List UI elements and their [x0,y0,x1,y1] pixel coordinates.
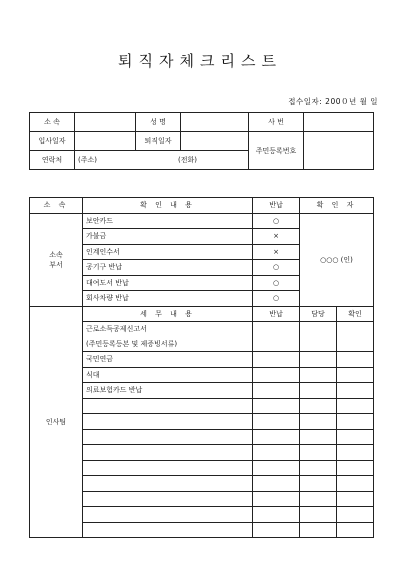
header-confirmer: 확 인 자 [300,198,374,214]
hr-empty-cell[interactable] [83,460,253,476]
dept-item-label: 인계인수서 [83,244,253,260]
hr-empty-cell[interactable] [300,476,337,492]
name-label: 성 명 [136,113,181,132]
hire-date-label: 입사일자 [30,132,75,151]
hr-empty-cell[interactable] [253,460,300,476]
contact-field[interactable] [75,151,249,170]
dept-label: 소속 부서 [30,213,83,306]
hr-empty-cell[interactable] [337,507,374,523]
dept-item-mark[interactable]: × [253,244,300,260]
hr-empty-cell[interactable] [337,522,374,538]
hr-item-confirm[interactable] [337,322,374,352]
document-title: 퇴직자체크리스트 [118,52,282,70]
dept-item-label: 회사차량 반납 [83,291,253,307]
hr-empty-cell[interactable] [337,491,374,507]
hr-item-confirm[interactable] [337,383,374,399]
dept-item-label: 공기구 반납 [83,260,253,276]
hr-empty-cell[interactable] [337,414,374,430]
checklist-table [29,197,374,538]
hr-header-confirm: 확인 [337,306,374,322]
hr-empty-cell[interactable] [253,491,300,507]
confirmer-value: ○○○ (인) [300,213,374,306]
dept-item-mark[interactable]: ○ [253,291,300,307]
hr-empty-cell[interactable] [83,522,253,538]
hr-empty-cell[interactable] [300,429,337,445]
hr-empty-cell[interactable] [253,507,300,523]
hr-item-returned[interactable] [253,383,300,399]
hr-empty-cell[interactable] [337,398,374,414]
hr-empty-cell[interactable] [300,522,337,538]
hr-empty-cell[interactable] [83,398,253,414]
hr-empty-cell[interactable] [83,414,253,430]
hr-item-label: 국민연금 [83,352,253,368]
employee-no-label: 사 번 [249,113,304,132]
dept-item-mark[interactable]: ○ [253,275,300,291]
address-label: (주소) [78,156,97,164]
hr-empty-cell[interactable] [253,476,300,492]
dept-item-label: 대여도서 반납 [83,275,253,291]
hr-item-manager[interactable] [300,322,337,352]
name-field[interactable] [181,113,249,132]
dept-item-mark[interactable]: ○ [253,260,300,276]
hr-empty-cell[interactable] [83,491,253,507]
hr-empty-cell[interactable] [300,491,337,507]
hr-empty-cell[interactable] [253,522,300,538]
hr-empty-cell[interactable] [300,507,337,523]
affiliation-label: 소 속 [30,113,75,132]
hr-item-label: 식대 [83,367,253,383]
hr-empty-cell[interactable] [253,398,300,414]
resident-no-field[interactable] [304,132,374,170]
received-date: 접수일자: 200０년 월 일 [288,97,378,106]
hr-label: 인사팀 [30,306,83,538]
hr-empty-cell[interactable] [253,414,300,430]
hr-empty-cell[interactable] [300,398,337,414]
hr-empty-cell[interactable] [337,476,374,492]
phone-label: (전화) [178,156,197,164]
dept-item-mark[interactable]: × [253,229,300,245]
hr-item-label: 의료보험카드 반납 [83,383,253,399]
header-returned: 반납 [253,198,300,214]
hr-empty-cell[interactable] [253,445,300,461]
hr-item-label: 근로소득공제신고서 [83,322,253,337]
hr-empty-cell[interactable] [300,414,337,430]
hr-item-label: (주민등록등본 및 제증빙서류) [83,337,253,352]
hr-item-returned[interactable] [253,367,300,383]
hr-empty-cell[interactable] [337,445,374,461]
dept-item-label: 보안카드 [83,213,253,229]
dept-item-mark[interactable]: ○ [253,213,300,229]
contact-label: 연락처 [30,151,75,170]
hr-empty-cell[interactable] [83,476,253,492]
hr-item-returned[interactable] [253,322,300,352]
hr-empty-cell[interactable] [83,445,253,461]
hr-empty-cell[interactable] [337,460,374,476]
hr-item-manager[interactable] [300,383,337,399]
hr-empty-cell[interactable] [337,429,374,445]
hr-item-manager[interactable] [300,367,337,383]
hr-empty-cell[interactable] [83,429,253,445]
affiliation-field[interactable] [75,113,136,132]
dept-item-label: 가불금 [83,229,253,245]
hr-item-confirm[interactable] [337,367,374,383]
resident-no-label: 주민등록번호 [249,132,304,170]
header-content: 확 인 내 용 [83,198,253,214]
hr-item-returned[interactable] [253,352,300,368]
hr-empty-cell[interactable] [300,460,337,476]
hr-empty-cell[interactable] [300,445,337,461]
employee-info-table [29,112,374,170]
retire-date-field[interactable] [181,132,249,151]
hr-item-confirm[interactable] [337,352,374,368]
retire-date-label: 퇴직일자 [136,132,181,151]
hr-empty-cell[interactable] [83,507,253,523]
hire-date-field[interactable] [75,132,136,151]
hr-empty-cell[interactable] [253,429,300,445]
header-affiliation: 소 속 [30,198,83,214]
employee-no-field[interactable] [304,113,374,132]
hr-header-content: 세 무 내 용 [83,306,253,322]
hr-item-manager[interactable] [300,352,337,368]
hr-header-returned: 반납 [253,306,300,322]
hr-header-manager: 담당 [300,306,337,322]
